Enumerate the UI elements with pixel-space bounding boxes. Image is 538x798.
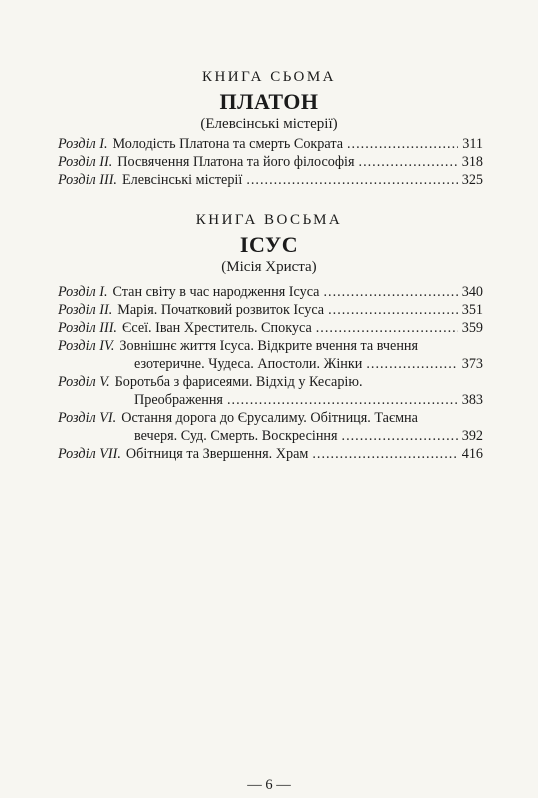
chapter-number: Розділ IV. [58, 338, 115, 354]
book-label: КНИГА ВОСЬМА [195, 212, 343, 228]
page-number: 359 [461, 320, 483, 336]
dot-leader [366, 355, 457, 373]
toc-entry [58, 301, 483, 319]
chapter-number: Розділ ІІ. [58, 302, 113, 318]
chapter-title-continued: вечеря. Суд. Смерть. Воскресіння [134, 428, 338, 444]
chapter-title: Марія. Початковий розвиток Ісуса [117, 302, 325, 318]
chapter-number: Розділ V. [58, 374, 110, 390]
page-number: 383 [461, 392, 483, 408]
book-title: ІСУС [239, 232, 299, 257]
toc-entry [58, 319, 483, 337]
chapter-title-continued: езотеричне. Чудеса. Апостоли. Жінки [134, 356, 363, 372]
page-number: 416 [461, 446, 483, 462]
toc-entry [58, 337, 483, 373]
page-number: 318 [461, 154, 483, 170]
dot-leader [328, 301, 458, 319]
chapter-title: Посвячення Платона та його філософія [117, 154, 355, 170]
book-eight-toc [58, 283, 483, 463]
chapter-number: Розділ VI. [58, 410, 117, 426]
book-label: КНИГА СЬОМА [201, 69, 337, 85]
dot-leader [347, 135, 458, 153]
dot-leader [246, 171, 457, 189]
book-title: ПЛАТОН [219, 89, 319, 114]
chapter-number: Розділ І. [58, 136, 108, 152]
chapter-number: Розділ ІІІ. [58, 172, 117, 188]
book-seven-heading [0, 68, 538, 134]
dot-leader [323, 283, 457, 301]
toc-entry [58, 409, 483, 445]
book-eight-heading [0, 211, 538, 277]
page-number: 351 [461, 302, 483, 318]
dot-leader [359, 153, 458, 171]
chapter-title: Зовнішнє життя Ісуса. Відкрите вчення та вчення [119, 338, 419, 354]
chapter-title: Остання дорога до Єрусалиму. Обітниця. Таємна [121, 410, 418, 426]
book-seven-toc [58, 135, 483, 189]
dot-leader [342, 427, 458, 445]
page-footer-number: — 6 — [247, 777, 291, 793]
toc-entry [58, 283, 483, 301]
chapter-number: Розділ ІІІ. [58, 320, 117, 336]
page-number: 373 [461, 356, 483, 372]
chapter-title: Єсеї. Іван Хреститель. Спокуса [121, 320, 312, 336]
dot-leader [312, 445, 457, 463]
toc-entry [58, 153, 483, 171]
toc-entry [58, 135, 483, 153]
book-subtitle: (Елевсінські містерії) [200, 116, 338, 132]
chapter-title-continued: Преображення [134, 392, 223, 408]
chapter-title: Елевсінські містерії [121, 172, 243, 188]
chapter-number: Розділ І. [58, 284, 108, 300]
chapter-title: Боротьба з фарисеями. Відхід у Кесарію. [114, 374, 363, 390]
dot-leader [316, 319, 458, 337]
page-number: 392 [461, 428, 483, 444]
page-number: 325 [461, 172, 483, 188]
chapter-title: Обітниця та Звершення. Храм [125, 446, 309, 462]
page-number: 311 [462, 136, 483, 152]
toc-entry [58, 445, 483, 463]
chapter-title: Стан світу в час народження Ісуса [112, 284, 320, 300]
chapter-number: Розділ ІІ. [58, 154, 113, 170]
chapter-number: Розділ VII. [58, 446, 121, 462]
book-subtitle: (Місія Христа) [221, 259, 317, 275]
toc-entry [58, 373, 483, 409]
toc-entry [58, 171, 483, 189]
dot-leader [227, 391, 458, 409]
chapter-title: Молодість Платона та смерть Сократа [112, 136, 343, 152]
page-number: 340 [461, 284, 483, 300]
